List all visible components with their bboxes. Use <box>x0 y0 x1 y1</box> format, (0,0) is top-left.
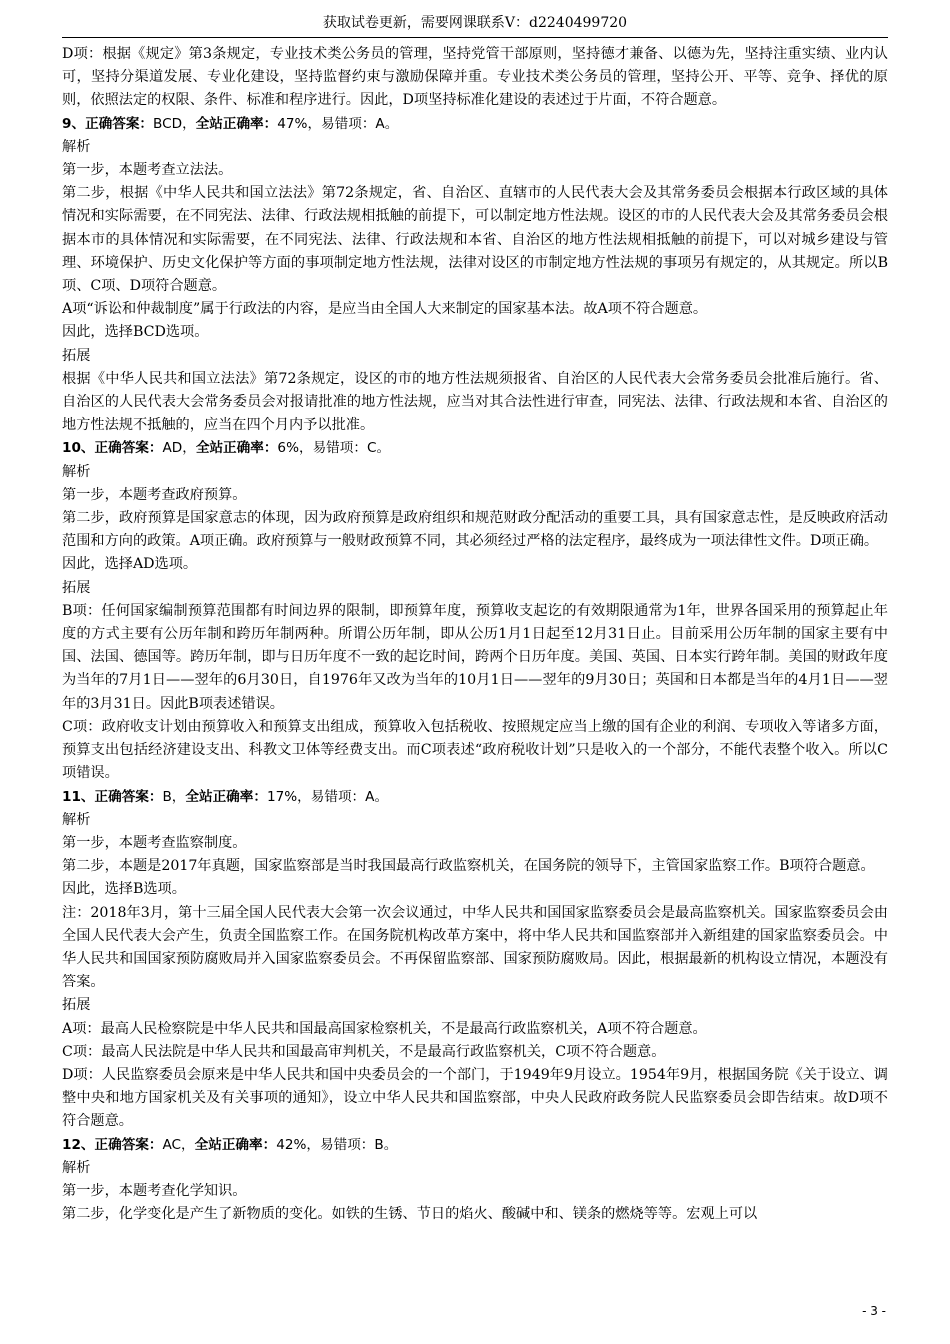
paragraph: B项：任何国家编制预算范围都有时间边界的限制，即预算年度，预算收支起讫的有效期限通常为1年，世界各国采用的预算起止年度的方式主要有公历年制和跨历年制两种。所谓公历年制，即从公历1月1日起至12月31日止。目前采用公历年制的国家主要有中国、法国、德国等。跨历年制，即与日历年度不一致的起讫时间，跨两个日历年度。美国、英国、日本实行跨年制。美国的财政年度为当年的7月1日——翌年的6月30日，自1976年又改为当年的10月1日——翌年的9月30日；英国和日本都是当年的4月1日——翌年的3月31日。因此B项表述错误。 <box>62 602 888 712</box>
paragraph: C项：政府收支计划由预算收入和预算支出组成，预算收入包括税收、按照规定应当上缴的国有企业的利润、专项收入等诸多方面，预算支出包括经济建设支出、科教文卫体等经费支出。而C项表述“政府税收计划”只是收入的一个部分，不能代表整个收入。所以C项错误。 <box>62 718 888 782</box>
accuracy-label: 全站正确率： <box>194 1136 277 1153</box>
question-number: 10、 <box>62 440 95 457</box>
paragraph: 第一步，本题考查政府预算。 <box>62 486 247 503</box>
paragraph: D项：人民监察委员会原来是中华人民共和国中央委员会的一个部门，于1949年9月设立。1954年9月，根据国务院《关于设立、调整中央和地方国家机关及有关事项的通知》，设立中华人民共和国监察部，中央人民政府政务院人民监察委员会即告结束。故D项不符合题意。 <box>62 1066 888 1130</box>
paragraph: 解析 <box>62 1159 91 1176</box>
accuracy-value: 47%，易错项：A。 <box>277 115 399 132</box>
question-number: 9、 <box>62 115 86 132</box>
answer-line <box>62 437 888 460</box>
paragraph: 第二步，化学变化是产生了新物质的变化。如铁的生锈、节日的焰火、酸碱中和、镁条的燃烧等等。宏观上可以 <box>62 1206 758 1223</box>
page-number: - 3 - <box>862 1304 886 1318</box>
paragraph: 根据《中华人民共和国立法法》第72条规定，设区的市的地方性法规须报省、自治区的人民代表大会常务委员会批准后施行。省、自治区的人民代表大会常务委员会对报请批准的地方性法规，应当对其合法性进行审查，同宪法、法律、行政法规和本省、自治区的地方性法规不抵触的，应当在四个月内予以批准。 <box>62 370 888 434</box>
paragraph: A项：最高人民检察院是中华人民共和国最高国家检察机关，不是最高行政监察机关，A项不符合题意。 <box>62 1020 707 1037</box>
paragraph: 第二步，根据《中华人民共和国立法法》第72条规定，省、自治区、直辖市的人民代表大会及其常务委员会根据本行政区域的具体情况和实际需要，在不同宪法、法律、行政法规相抵触的前提下，可以制定地方性法规。设区的市的人民代表大会及其常务委员会根据本市的具体情况和实际需要，在不同宪法、法律、行政法规和本省、自治区的地方性法规相抵触的前提下，可以对城乡建设与管理、环境保护、历史文化保护等方面的事项制定地方性法规，法律对设区的市制定地方性法规的事项另有规定的，从其规定。所以B项、C项、D项符合题意。 <box>62 185 888 295</box>
answer-line <box>62 113 888 136</box>
question-number: 11、 <box>62 788 95 805</box>
answer-value: B， <box>162 788 186 805</box>
paragraph: C项：最高人民法院是中华人民共和国最高审判机关，不是最高行政监察机关，C项不符合题意。 <box>62 1043 666 1060</box>
answer-line <box>62 1134 888 1157</box>
paragraph: 第一步，本题考查化学知识。 <box>62 1182 247 1199</box>
document-body <box>62 43 888 1226</box>
accuracy-label: 全站正确率： <box>195 115 278 132</box>
answer-label: 正确答案： <box>94 1136 163 1153</box>
answer-value: AD， <box>162 440 196 457</box>
answer-label: 正确答案： <box>85 115 154 132</box>
paragraph: 解析 <box>62 811 91 828</box>
accuracy-value: 17%，易错项：A。 <box>266 788 389 805</box>
paragraph: 第一步，本题考查立法法。 <box>62 162 233 179</box>
paragraph: 解析 <box>62 463 91 480</box>
paragraph: 因此，选择AD选项。 <box>62 556 198 573</box>
paragraph: 因此，选择B选项。 <box>62 881 186 898</box>
paragraph: 解析 <box>62 138 91 155</box>
paragraph: A项“诉讼和仲裁制度”属于行政法的内容，是应当由全国人大来制定的国家基本法。故A项不符合题意。 <box>62 301 708 318</box>
accuracy-label: 全站正确率： <box>195 440 278 457</box>
accuracy-label: 全站正确率： <box>185 788 267 805</box>
answer-label: 正确答案： <box>94 788 163 805</box>
answer-value: AC， <box>162 1136 195 1153</box>
header-divider <box>62 37 888 38</box>
answer-label: 正确答案： <box>94 440 163 457</box>
accuracy-value: 6%，易错项：C。 <box>277 440 391 457</box>
paragraph: 第二步，政府预算是国家意志的体现，因为政府预算是政府组织和规范财政分配活动的重要工具，具有国家意志性，是反映政府活动范围和方向的政策。A项正确。政府预算与一般财政预算不同，其必须经过严格的法定程序，最终成为一项法律性文件。D项正确。 <box>62 510 888 550</box>
paragraph: 拓展 <box>62 997 91 1014</box>
paragraph: D项：根据《规定》第3条规定，专业技术类公务员的管理，坚持党管干部原则，坚持德才兼备、以德为先，坚持注重实绩、业内认可，坚持分渠道发展、专业化建设，坚持监督约束与激励保障并重。专业技术类公务员的管理，坚持公开、平等、竞争、择优的原则，依照法定的权限、条件、标准和程序进行。因此，D项坚持标准化建设的表述过于片面，不符合题意。 <box>62 46 888 109</box>
paragraph: 拓展 <box>62 579 91 596</box>
paragraph: 拓展 <box>62 347 91 364</box>
answer-value: BCD， <box>153 115 196 132</box>
page-header: 获取试卷更新，需要网课联系V：d2240499720 <box>322 15 628 31</box>
paragraph: 注：2018年3月，第十三届全国人民代表大会第一次会议通过，中华人民共和国国家监察委员会是最高监察机关。国家监察委员会由全国人民代表大会产生，负责全国监察工作。在国务院机构改革方案中，将中华人民共和国监察部并入新组建的国家监察委员会。中华人民共和国国家预防腐败局并入国家监察委员会。不再保留监察部、国家预防腐败局。因此，根据最新的机构设立情况，本题没有答案。 <box>62 904 888 991</box>
paragraph: 第一步，本题考查监察制度。 <box>62 834 247 851</box>
answer-line <box>62 786 888 809</box>
accuracy-value: 42%，易错项：B。 <box>276 1136 398 1153</box>
paragraph: 第二步，本题是2017年真题，国家监察部是当时我国最高行政监察机关，在国务院的领导下，主管国家监察工作。B项符合题意。 <box>62 858 875 875</box>
paragraph: 因此，选择BCD选项。 <box>62 324 209 341</box>
question-number: 12、 <box>62 1136 95 1153</box>
